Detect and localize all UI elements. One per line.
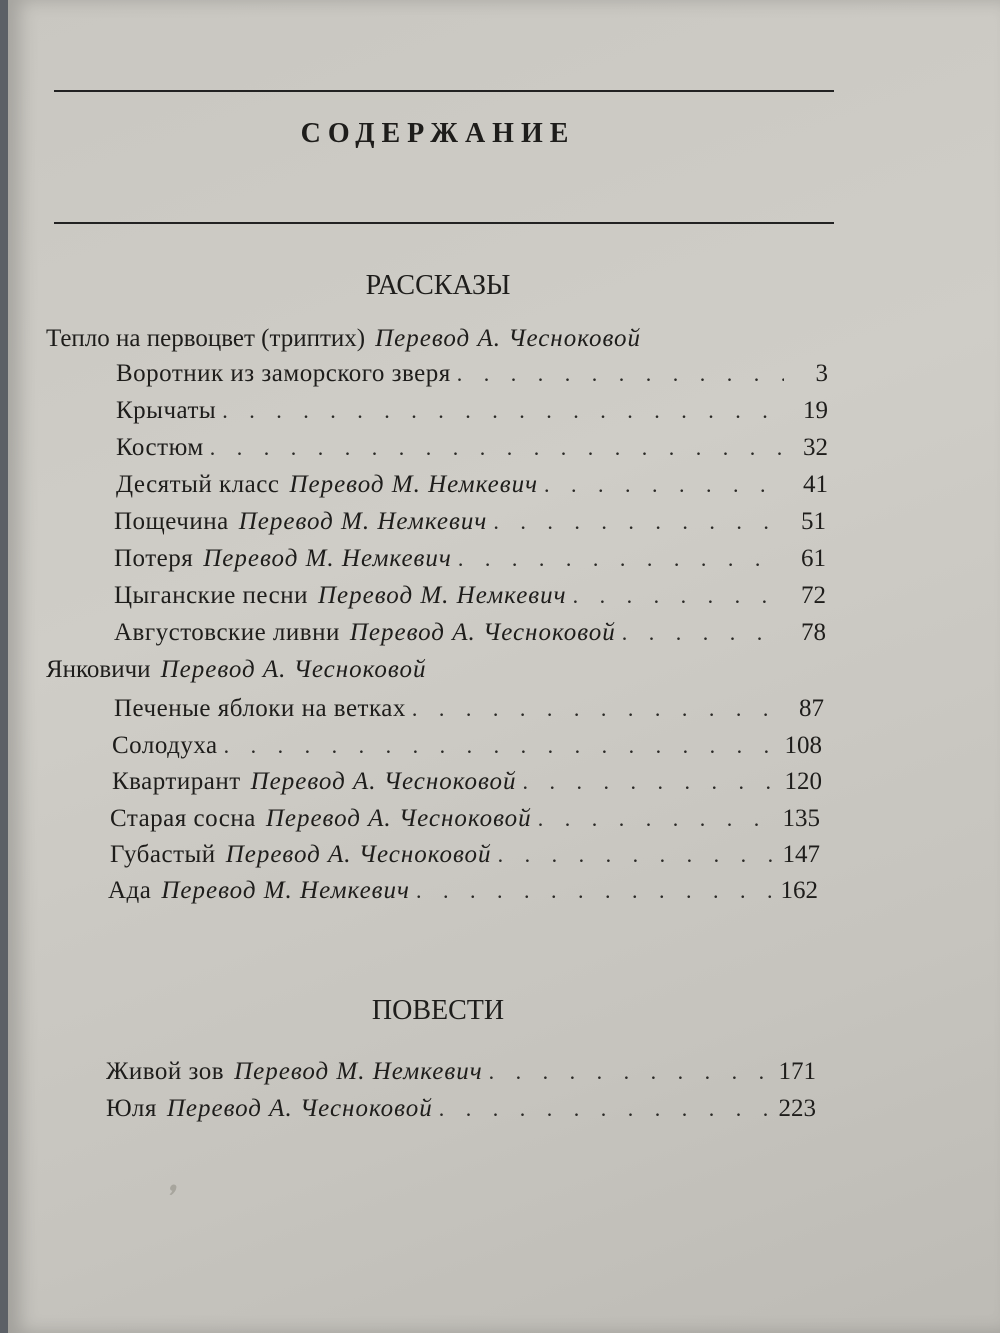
entry-page: 108 [784, 732, 822, 759]
toc-entry[interactable] [106, 1095, 816, 1123]
toc-entry[interactable] [114, 582, 826, 610]
entry-translator: Перевод А. Чесноковой [250, 768, 517, 795]
entry-title: Цыганские песни [114, 582, 308, 609]
entry-translator: Перевод М. Немкевич [161, 877, 410, 904]
leader-dots [458, 546, 782, 572]
toc-entry[interactable] [116, 471, 828, 499]
entry-title: Квартирант [112, 768, 241, 795]
group-translator: Перевод А. Чесноковой [160, 656, 427, 683]
toc-entry[interactable] [108, 877, 818, 905]
entry-translator: Перевод А. Чесноковой [265, 805, 532, 832]
entry-translator: Перевод М. Немкевич [203, 545, 452, 572]
section-title-novellas: ПОВЕСТИ [371, 995, 505, 1026]
entry-title: Печеные яблоки на ветках [114, 695, 406, 722]
entry-title: Августовские ливни [114, 619, 340, 646]
leader-dots [523, 769, 779, 795]
toc-entry[interactable] [110, 805, 820, 833]
entry-title: Десятый класс [116, 471, 280, 498]
entry-page: 61 [801, 545, 826, 572]
toc-entry[interactable] [112, 768, 822, 796]
entry-page: 41 [803, 471, 828, 498]
entry-page: 223 [778, 1095, 816, 1122]
leader-dots [224, 733, 778, 759]
group-title-teplo [46, 325, 641, 353]
leader-dots [210, 435, 784, 461]
leader-dots [412, 696, 780, 722]
entry-page: 72 [801, 582, 826, 609]
toc-entry[interactable] [116, 360, 828, 388]
leader-dots [457, 361, 784, 387]
toc-entry[interactable] [114, 508, 826, 536]
entry-page: 51 [801, 508, 826, 535]
toc-entry[interactable] [114, 695, 824, 723]
entry-page: 171 [778, 1058, 816, 1085]
leader-dots [222, 398, 784, 424]
entry-translator: Перевод М. Немкевич [234, 1058, 483, 1085]
leader-dots [538, 806, 776, 832]
entry-translator: Перевод М. Немкевич [289, 471, 539, 498]
contents-heading: СОДЕРЖАНИЕ [300, 118, 576, 149]
entry-title: Воротник из заморского зверя [116, 360, 451, 387]
toc-entry[interactable] [110, 841, 820, 869]
book-page [8, 0, 1000, 1333]
entry-translator: Перевод А. Чесноковой [349, 619, 616, 646]
entry-page: 120 [784, 768, 822, 795]
leader-dots [489, 1059, 772, 1085]
toc-entry[interactable] [114, 545, 826, 573]
group-translator: Перевод А. Чесноковой [375, 325, 641, 352]
leader-dots [622, 620, 782, 646]
toc-entry[interactable] [106, 1058, 816, 1086]
leader-dots [439, 1096, 772, 1122]
entry-title: Ада [108, 877, 152, 904]
top-rule [54, 90, 834, 92]
entry-title: Костюм [116, 434, 204, 461]
entry-title: Солодуха [112, 732, 218, 759]
toc-entry[interactable] [112, 732, 822, 760]
entry-title: Живой зов [106, 1058, 225, 1085]
group-title-yankovichi [46, 656, 426, 684]
entry-page: 3 [815, 360, 828, 387]
entry-title: Старая сосна [110, 805, 256, 832]
entry-page: 162 [780, 877, 818, 904]
toc-entry[interactable] [116, 397, 828, 425]
entry-title: Губастый [110, 841, 216, 868]
section-title-stories: РАССКАЗЫ [365, 270, 511, 301]
entry-page: 87 [799, 695, 824, 722]
leader-dots [416, 878, 774, 904]
entry-title: Крычаты [116, 397, 217, 424]
group-title-text: Тепло на первоцвет (триптих) [46, 325, 366, 352]
entry-page: 135 [782, 805, 820, 832]
toc-entry[interactable] [114, 619, 826, 647]
entry-page: 32 [803, 434, 828, 461]
entry-page: 19 [803, 397, 828, 424]
leader-dots [573, 583, 782, 609]
bottom-rule [54, 222, 834, 224]
entry-page: 78 [801, 619, 826, 646]
toc-entry[interactable] [116, 434, 828, 462]
group-title-text: Янковичи [46, 656, 151, 683]
entry-title: Потеря [114, 545, 194, 572]
entry-title: Пощечина [114, 508, 229, 535]
entry-translator: Перевод М. Немкевич [238, 508, 488, 535]
entry-translator: Перевод М. Немкевич [318, 582, 567, 609]
entry-translator: Перевод А. Чесноковой [225, 841, 492, 868]
leader-dots [498, 842, 776, 868]
entry-page: 147 [782, 841, 820, 868]
entry-title: Юля [106, 1095, 157, 1122]
leader-dots [493, 509, 782, 535]
pencil-mark: ᾿ [158, 1180, 182, 1236]
entry-translator: Перевод А. Чесноковой [166, 1095, 433, 1122]
leader-dots [544, 472, 784, 498]
